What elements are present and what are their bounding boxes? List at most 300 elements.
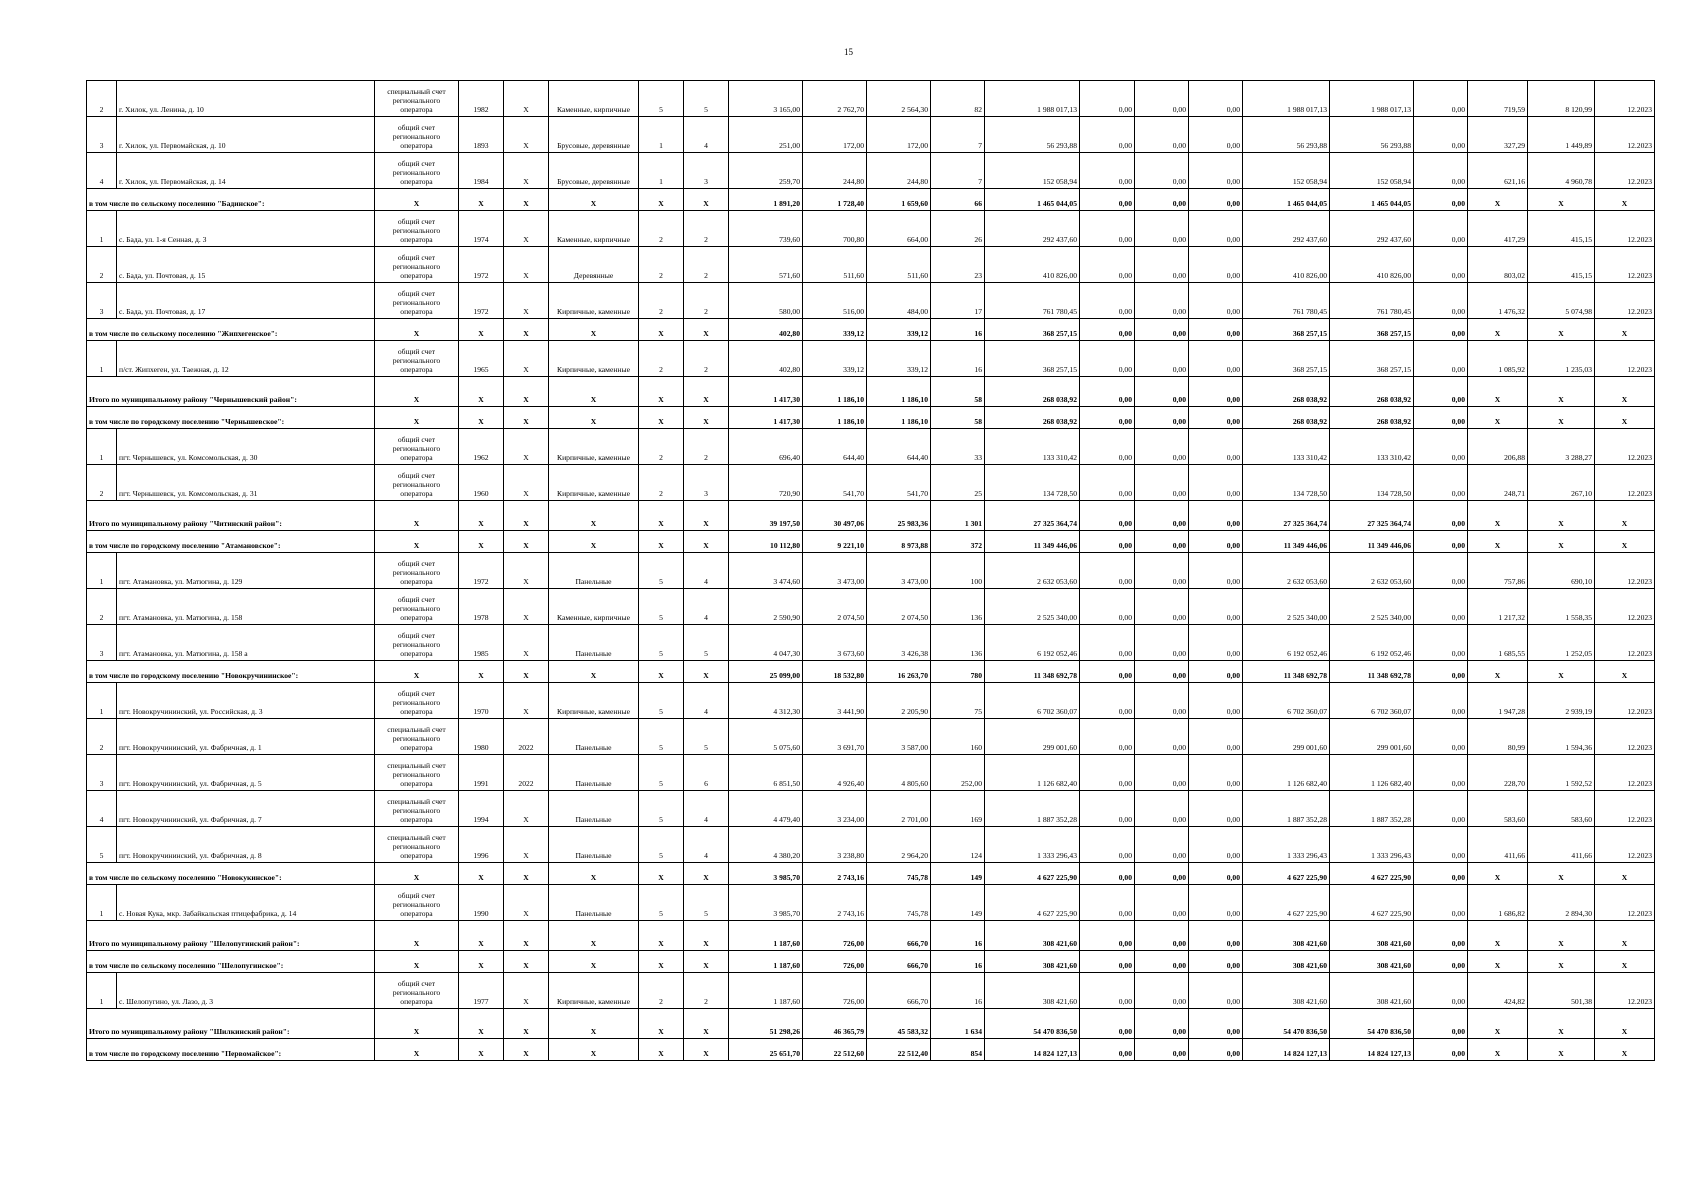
row-number-cell: 1 <box>87 341 117 377</box>
repair-cost-cell: 308 421,60 <box>985 921 1080 951</box>
address-cell: пгт. Новокручининский, ул. Фабричная, д. 1 <box>117 719 375 755</box>
repair-cost-cell: 4 627 225,90 <box>985 863 1080 885</box>
completion-date-cell: 12.2023 <box>1595 553 1655 589</box>
owners-funds-cell: 6 702 360,07 <box>1243 683 1330 719</box>
repair-cost-cell: 368 257,15 <box>985 341 1080 377</box>
x-mark-cell: X <box>375 661 459 683</box>
fund-cell: 0,00 <box>1189 973 1243 1009</box>
commission-year-cell: 1978 <box>459 589 504 625</box>
total-area-cell: 2 590,90 <box>729 589 803 625</box>
repair-cost-cell: 6 702 360,07 <box>985 683 1080 719</box>
group-name-cell: в том числе по городскому поселению "Чернышевское": <box>87 407 375 429</box>
address-cell: с. Бада, ул. Почтовая, д. 17 <box>117 283 375 319</box>
residents-cell: 26 <box>931 211 985 247</box>
x-mark-cell: X <box>1595 1039 1655 1061</box>
x-mark-cell: X <box>504 1009 549 1039</box>
fund-cell: 0,00 <box>1080 531 1135 553</box>
completion-date-cell: 12.2023 <box>1595 755 1655 791</box>
wall-material-cell: Панельные <box>549 719 639 755</box>
fund-cell: 0,00 <box>1080 625 1135 661</box>
premises-area-cell: 22 512,60 <box>803 1039 867 1061</box>
fund-cell: 0,00 <box>1135 589 1189 625</box>
residential-area-cell: 3 473,00 <box>867 553 931 589</box>
repair-cost-cell: 761 780,45 <box>985 283 1080 319</box>
fund-cell: 0,00 <box>1135 827 1189 863</box>
x-mark-cell: X <box>504 531 549 553</box>
repair-cost-cell: 11 349 446,06 <box>985 531 1080 553</box>
x-mark-cell: X <box>1528 1039 1595 1061</box>
x-mark-cell: X <box>1595 319 1655 341</box>
fund-cell: 0,00 <box>1189 247 1243 283</box>
total-area-cell: 696,40 <box>729 429 803 465</box>
repair-cost-cell: 1 465 044,05 <box>985 189 1080 211</box>
table-row <box>87 341 1655 377</box>
group-name-cell: в том числе по городскому поселению "Первомайское": <box>87 1039 375 1061</box>
entrances-cell: 3 <box>684 153 729 189</box>
x-mark-cell: X <box>1528 407 1595 429</box>
premises-area-cell: 339,12 <box>803 341 867 377</box>
completion-date-cell: 12.2023 <box>1595 117 1655 153</box>
x-mark-cell: X <box>1595 661 1655 683</box>
settlement-subtotal-row <box>87 661 1655 683</box>
fund-cell: 0,00 <box>1135 921 1189 951</box>
x-mark-cell: X <box>459 501 504 531</box>
residential-area-cell: 172,00 <box>867 117 931 153</box>
residents-cell: 1 634 <box>931 1009 985 1039</box>
premises-area-cell: 700,80 <box>803 211 867 247</box>
x-mark-cell: X <box>639 407 684 429</box>
group-name-cell: в том числе по сельскому поселению "Жипхегенское": <box>87 319 375 341</box>
completion-date-cell: 12.2023 <box>1595 589 1655 625</box>
wall-material-cell: Панельные <box>549 885 639 921</box>
total-area-cell: 251,00 <box>729 117 803 153</box>
owners-funds-cell: 292 437,60 <box>1330 211 1414 247</box>
owners-funds-cell: 11 348 692,78 <box>1243 661 1330 683</box>
commission-year-cell: 1985 <box>459 625 504 661</box>
row-number-cell: 3 <box>87 283 117 319</box>
floors-cell: 1 <box>639 153 684 189</box>
total-area-cell: 1 417,30 <box>729 407 803 429</box>
last-repair-year-cell: 2022 <box>504 755 549 791</box>
entrances-cell: 5 <box>684 719 729 755</box>
unit-cost-cell: 424,82 <box>1468 973 1528 1009</box>
fund-cell: 0,00 <box>1414 791 1468 827</box>
repair-cost-cell: 1 126 682,40 <box>985 755 1080 791</box>
fund-cell: 0,00 <box>1189 553 1243 589</box>
fund-cell: 0,00 <box>1135 247 1189 283</box>
premises-area-cell: 1 186,10 <box>803 407 867 429</box>
fund-cell: 0,00 <box>1189 719 1243 755</box>
group-name-cell: в том числе по сельскому поселению "Шелопугинское": <box>87 951 375 973</box>
fund-cell: 0,00 <box>1189 319 1243 341</box>
repair-cost-cell: 14 824 127,13 <box>985 1039 1080 1061</box>
unit-cost-cell: 80,99 <box>1468 719 1528 755</box>
x-mark-cell: X <box>1468 921 1528 951</box>
residents-cell: 16 <box>931 341 985 377</box>
page-number: 15 <box>844 47 853 57</box>
x-mark-cell: X <box>684 921 729 951</box>
table-row <box>87 827 1655 863</box>
residents-cell: 780 <box>931 661 985 683</box>
floors-cell: 5 <box>639 719 684 755</box>
owners-funds-cell: 368 257,15 <box>1330 319 1414 341</box>
wall-material-cell: Панельные <box>549 625 639 661</box>
total-area-cell: 1 891,20 <box>729 189 803 211</box>
owners-funds-cell: 6 702 360,07 <box>1330 683 1414 719</box>
total-area-cell: 402,80 <box>729 341 803 377</box>
x-mark-cell: X <box>639 501 684 531</box>
fund-cell: 0,00 <box>1189 1039 1243 1061</box>
fund-cell: 0,00 <box>1135 1009 1189 1039</box>
x-mark-cell: X <box>1595 863 1655 885</box>
fund-cell: 0,00 <box>1189 407 1243 429</box>
wall-material-cell: Кирпичные, каменные <box>549 341 639 377</box>
completion-date-cell: 12.2023 <box>1595 827 1655 863</box>
residents-cell: 372 <box>931 531 985 553</box>
premises-area-cell: 9 221,10 <box>803 531 867 553</box>
account-type-cell: общий счет регионального оператора <box>375 429 459 465</box>
x-mark-cell: X <box>1595 377 1655 407</box>
residents-cell: 169 <box>931 791 985 827</box>
x-mark-cell: X <box>549 319 639 341</box>
residential-area-cell: 339,12 <box>867 341 931 377</box>
completion-date-cell: 12.2023 <box>1595 247 1655 283</box>
floors-cell: 5 <box>639 885 684 921</box>
max-unit-cost-cell: 501,38 <box>1528 973 1595 1009</box>
last-repair-year-cell: X <box>504 153 549 189</box>
unit-cost-cell: 803,02 <box>1468 247 1528 283</box>
group-name-cell: Итого по муниципальному району "Читинский район": <box>87 501 375 531</box>
x-mark-cell: X <box>1468 1039 1528 1061</box>
group-name-cell: Итого по муниципальному району "Чернышевский район": <box>87 377 375 407</box>
owners-funds-cell: 308 421,60 <box>1330 973 1414 1009</box>
commission-year-cell: 1972 <box>459 283 504 319</box>
owners-funds-cell: 27 325 364,74 <box>1330 501 1414 531</box>
table-row <box>87 589 1655 625</box>
unit-cost-cell: 1 217,32 <box>1468 589 1528 625</box>
owners-funds-cell: 4 627 225,90 <box>1243 863 1330 885</box>
x-mark-cell: X <box>684 319 729 341</box>
fund-cell: 0,00 <box>1414 283 1468 319</box>
residential-area-cell: 3 587,00 <box>867 719 931 755</box>
owners-funds-cell: 1 465 044,05 <box>1330 189 1414 211</box>
residential-area-cell: 45 583,32 <box>867 1009 931 1039</box>
settlement-subtotal-row <box>87 863 1655 885</box>
x-mark-cell: X <box>504 921 549 951</box>
total-area-cell: 4 312,30 <box>729 683 803 719</box>
x-mark-cell: X <box>504 951 549 973</box>
address-cell: г. Хилок, ул. Первомайская, д. 14 <box>117 153 375 189</box>
residential-area-cell: 2 205,90 <box>867 683 931 719</box>
x-mark-cell: X <box>1528 501 1595 531</box>
row-number-cell: 2 <box>87 81 117 117</box>
owners-funds-cell: 2 525 340,00 <box>1243 589 1330 625</box>
owners-funds-cell: 133 310,42 <box>1330 429 1414 465</box>
fund-cell: 0,00 <box>1189 341 1243 377</box>
commission-year-cell: 1982 <box>459 81 504 117</box>
account-type-cell: общий счет регионального оператора <box>375 283 459 319</box>
account-type-cell: общий счет регионального оператора <box>375 341 459 377</box>
residents-cell: 124 <box>931 827 985 863</box>
fund-cell: 0,00 <box>1189 153 1243 189</box>
group-name-cell: в том числе по городскому поселению "Новокручининское": <box>87 661 375 683</box>
fund-cell: 0,00 <box>1135 81 1189 117</box>
premises-area-cell: 2 074,50 <box>803 589 867 625</box>
total-area-cell: 3 985,70 <box>729 885 803 921</box>
district-total-row <box>87 377 1655 407</box>
settlement-subtotal-row <box>87 1039 1655 1061</box>
floors-cell: 2 <box>639 211 684 247</box>
premises-area-cell: 644,40 <box>803 429 867 465</box>
account-type-cell: общий счет регионального оператора <box>375 553 459 589</box>
fund-cell: 0,00 <box>1189 863 1243 885</box>
completion-date-cell: 12.2023 <box>1595 465 1655 501</box>
owners-funds-cell: 308 421,60 <box>1330 921 1414 951</box>
x-mark-cell: X <box>549 1009 639 1039</box>
wall-material-cell: Брусовые, деревянные <box>549 153 639 189</box>
x-mark-cell: X <box>639 319 684 341</box>
residents-cell: 16 <box>931 951 985 973</box>
floors-cell: 2 <box>639 283 684 319</box>
residents-cell: 160 <box>931 719 985 755</box>
x-mark-cell: X <box>549 189 639 211</box>
owners-funds-cell: 292 437,60 <box>1243 211 1330 247</box>
fund-cell: 0,00 <box>1189 283 1243 319</box>
last-repair-year-cell: 2022 <box>504 719 549 755</box>
owners-funds-cell: 1 887 352,28 <box>1330 791 1414 827</box>
row-number-cell: 3 <box>87 755 117 791</box>
account-type-cell: специальный счет регионального оператора <box>375 791 459 827</box>
total-area-cell: 39 197,50 <box>729 501 803 531</box>
owners-funds-cell: 268 038,92 <box>1243 377 1330 407</box>
wall-material-cell: Кирпичные, каменные <box>549 465 639 501</box>
fund-cell: 0,00 <box>1414 951 1468 973</box>
total-area-cell: 3 985,70 <box>729 863 803 885</box>
fund-cell: 0,00 <box>1080 863 1135 885</box>
unit-cost-cell: 411,66 <box>1468 827 1528 863</box>
x-mark-cell: X <box>504 501 549 531</box>
floors-cell: 5 <box>639 625 684 661</box>
fund-cell: 0,00 <box>1135 211 1189 247</box>
last-repair-year-cell: X <box>504 885 549 921</box>
unit-cost-cell: 417,29 <box>1468 211 1528 247</box>
table-row <box>87 625 1655 661</box>
fund-cell: 0,00 <box>1414 1009 1468 1039</box>
address-cell: пгт. Чернышевск, ул. Комсомольская, д. 31 <box>117 465 375 501</box>
x-mark-cell: X <box>375 501 459 531</box>
owners-funds-cell: 134 728,50 <box>1243 465 1330 501</box>
premises-area-cell: 339,12 <box>803 319 867 341</box>
max-unit-cost-cell: 690,10 <box>1528 553 1595 589</box>
account-type-cell: общий счет регионального оператора <box>375 247 459 283</box>
repair-cost-cell: 268 038,92 <box>985 407 1080 429</box>
x-mark-cell: X <box>684 531 729 553</box>
max-unit-cost-cell: 5 074,98 <box>1528 283 1595 319</box>
address-cell: пгт. Чернышевск, ул. Комсомольская, д. 30 <box>117 429 375 465</box>
fund-cell: 0,00 <box>1189 683 1243 719</box>
max-unit-cost-cell: 415,15 <box>1528 247 1595 283</box>
wall-material-cell: Каменные, кирпичные <box>549 211 639 247</box>
address-cell: г. Хилок, ул. Первомайская, д. 10 <box>117 117 375 153</box>
fund-cell: 0,00 <box>1135 465 1189 501</box>
premises-area-cell: 18 532,80 <box>803 661 867 683</box>
fund-cell: 0,00 <box>1080 407 1135 429</box>
account-type-cell: общий счет регионального оператора <box>375 153 459 189</box>
last-repair-year-cell: X <box>504 625 549 661</box>
commission-year-cell: 1972 <box>459 553 504 589</box>
table-row <box>87 465 1655 501</box>
fund-cell: 0,00 <box>1414 247 1468 283</box>
residential-area-cell: 511,60 <box>867 247 931 283</box>
table-row <box>87 719 1655 755</box>
last-repair-year-cell: X <box>504 247 549 283</box>
fund-cell: 0,00 <box>1414 429 1468 465</box>
premises-area-cell: 172,00 <box>803 117 867 153</box>
fund-cell: 0,00 <box>1135 319 1189 341</box>
fund-cell: 0,00 <box>1080 683 1135 719</box>
unit-cost-cell: 719,59 <box>1468 81 1528 117</box>
commission-year-cell: 1991 <box>459 755 504 791</box>
commission-year-cell: 1970 <box>459 683 504 719</box>
fund-cell: 0,00 <box>1135 1039 1189 1061</box>
table-row <box>87 973 1655 1009</box>
owners-funds-cell: 2 632 053,60 <box>1243 553 1330 589</box>
fund-cell: 0,00 <box>1414 863 1468 885</box>
premises-area-cell: 46 365,79 <box>803 1009 867 1039</box>
x-mark-cell: X <box>1468 951 1528 973</box>
x-mark-cell: X <box>684 407 729 429</box>
entrances-cell: 3 <box>684 465 729 501</box>
fund-cell: 0,00 <box>1414 885 1468 921</box>
residents-cell: 66 <box>931 189 985 211</box>
group-name-cell: в том числе по сельскому поселению "Бадинское": <box>87 189 375 211</box>
x-mark-cell: X <box>1468 863 1528 885</box>
premises-area-cell: 244,80 <box>803 153 867 189</box>
unit-cost-cell: 1 685,55 <box>1468 625 1528 661</box>
last-repair-year-cell: X <box>504 341 549 377</box>
last-repair-year-cell: X <box>504 81 549 117</box>
commission-year-cell: 1990 <box>459 885 504 921</box>
last-repair-year-cell: X <box>504 211 549 247</box>
account-type-cell: специальный счет регионального оператора <box>375 827 459 863</box>
floors-cell: 2 <box>639 465 684 501</box>
repair-cost-cell: 268 038,92 <box>985 377 1080 407</box>
address-cell: пгт. Атамановка, ул. Матюгина, д. 158 <box>117 589 375 625</box>
wall-material-cell: Кирпичные, каменные <box>549 429 639 465</box>
owners-funds-cell: 1 988 017,13 <box>1330 81 1414 117</box>
premises-area-cell: 1 186,10 <box>803 377 867 407</box>
completion-date-cell: 12.2023 <box>1595 341 1655 377</box>
unit-cost-cell: 1 476,32 <box>1468 283 1528 319</box>
wall-material-cell: Кирпичные, каменные <box>549 683 639 719</box>
fund-cell: 0,00 <box>1080 319 1135 341</box>
row-number-cell: 2 <box>87 465 117 501</box>
x-mark-cell: X <box>639 863 684 885</box>
fund-cell: 0,00 <box>1414 81 1468 117</box>
max-unit-cost-cell: 583,60 <box>1528 791 1595 827</box>
x-mark-cell: X <box>459 921 504 951</box>
owners-funds-cell: 1 333 296,43 <box>1330 827 1414 863</box>
wall-material-cell: Панельные <box>549 791 639 827</box>
x-mark-cell: X <box>684 1039 729 1061</box>
premises-area-cell: 516,00 <box>803 283 867 319</box>
owners-funds-cell: 1 126 682,40 <box>1243 755 1330 791</box>
fund-cell: 0,00 <box>1135 973 1189 1009</box>
x-mark-cell: X <box>1595 921 1655 951</box>
fund-cell: 0,00 <box>1414 921 1468 951</box>
entrances-cell: 4 <box>684 791 729 827</box>
max-unit-cost-cell: 1 592,52 <box>1528 755 1595 791</box>
fund-cell: 0,00 <box>1414 661 1468 683</box>
row-number-cell: 2 <box>87 589 117 625</box>
total-area-cell: 3 474,60 <box>729 553 803 589</box>
x-mark-cell: X <box>375 377 459 407</box>
table-row <box>87 885 1655 921</box>
entrances-cell: 2 <box>684 211 729 247</box>
fund-cell: 0,00 <box>1189 951 1243 973</box>
repair-cost-cell: 134 728,50 <box>985 465 1080 501</box>
table-row <box>87 283 1655 319</box>
x-mark-cell: X <box>375 951 459 973</box>
address-cell: п/ст. Жипхеген, ул. Таежная, д. 12 <box>117 341 375 377</box>
premises-area-cell: 3 691,70 <box>803 719 867 755</box>
fund-cell: 0,00 <box>1189 81 1243 117</box>
fund-cell: 0,00 <box>1414 501 1468 531</box>
fund-cell: 0,00 <box>1414 589 1468 625</box>
residents-cell: 7 <box>931 117 985 153</box>
completion-date-cell: 12.2023 <box>1595 885 1655 921</box>
x-mark-cell: X <box>1528 661 1595 683</box>
settlement-subtotal-row <box>87 319 1655 341</box>
x-mark-cell: X <box>1468 319 1528 341</box>
repair-cost-cell: 1 988 017,13 <box>985 81 1080 117</box>
fund-cell: 0,00 <box>1135 153 1189 189</box>
residential-area-cell: 541,70 <box>867 465 931 501</box>
owners-funds-cell: 1 333 296,43 <box>1243 827 1330 863</box>
row-number-cell: 1 <box>87 683 117 719</box>
owners-funds-cell: 299 001,60 <box>1243 719 1330 755</box>
account-type-cell: общий счет регионального оператора <box>375 117 459 153</box>
x-mark-cell: X <box>549 863 639 885</box>
residents-cell: 33 <box>931 429 985 465</box>
residential-area-cell: 25 983,36 <box>867 501 931 531</box>
x-mark-cell: X <box>1468 189 1528 211</box>
residents-cell: 100 <box>931 553 985 589</box>
max-unit-cost-cell: 411,66 <box>1528 827 1595 863</box>
group-name-cell: Итого по муниципальному району "Шилкинский район": <box>87 1009 375 1039</box>
x-mark-cell: X <box>375 531 459 553</box>
fund-cell: 0,00 <box>1135 341 1189 377</box>
floors-cell: 5 <box>639 589 684 625</box>
entrances-cell: 2 <box>684 247 729 283</box>
x-mark-cell: X <box>639 377 684 407</box>
row-number-cell: 4 <box>87 153 117 189</box>
commission-year-cell: 1996 <box>459 827 504 863</box>
last-repair-year-cell: X <box>504 465 549 501</box>
residential-area-cell: 339,12 <box>867 319 931 341</box>
x-mark-cell: X <box>1468 531 1528 553</box>
district-total-row <box>87 1009 1655 1039</box>
residents-cell: 58 <box>931 407 985 429</box>
total-area-cell: 720,90 <box>729 465 803 501</box>
floors-cell: 2 <box>639 429 684 465</box>
group-name-cell: Итого по муниципальному району "Шелопугинский район": <box>87 921 375 951</box>
owners-funds-cell: 410 826,00 <box>1330 247 1414 283</box>
fund-cell: 0,00 <box>1189 1009 1243 1039</box>
last-repair-year-cell: X <box>504 973 549 1009</box>
wall-material-cell: Кирпичные, каменные <box>549 283 639 319</box>
fund-cell: 0,00 <box>1080 465 1135 501</box>
